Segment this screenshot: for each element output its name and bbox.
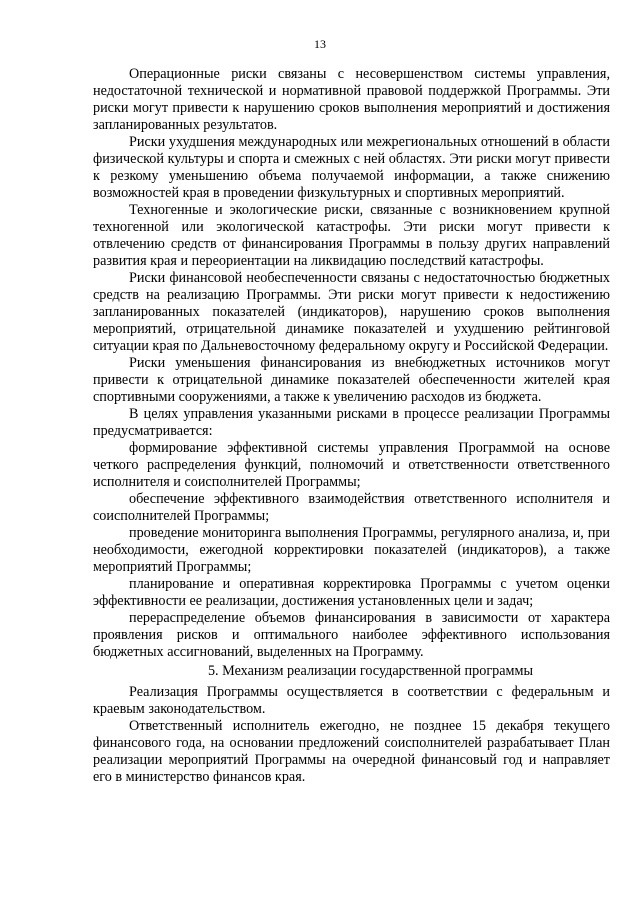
list-item: перераспределение объемов финансирования в зависимости от характера проявления рисков и оптимального наиболее эффективного использования бюджетных ассигнований, выделенных на Программу.: [93, 610, 610, 660]
list-item: обеспечение эффективного взаимодействия ответственного исполнителя и соисполнителей Программы;: [93, 491, 610, 524]
list-item: формирование эффективной системы управления Программой на основе четкого распределения функций, полномочий и ответственности ответственного исполнителя и соисполнителей Программы;: [93, 440, 610, 490]
paragraph: Ответственный исполнитель ежегодно, не позднее 15 декабря текущего финансового года, на основании предложений соисполнителей разрабатывает План реализации мероприятий Программы на очередной финансовый год и направляет его в министерство финансов края.: [93, 718, 610, 785]
paragraph: В целях управления указанными рисками в процессе реализации Программы предусматривается:: [93, 406, 610, 439]
document-body: [93, 66, 610, 786]
page-number: 13: [314, 37, 326, 51]
paragraph: Риски уменьшения финансирования из внебюджетных источников могут привести к отрицательной динамике показателей обеспеченности жителей края спортивными сооружениями, а также к увеличению расходов из бюджета.: [93, 355, 610, 405]
paragraph: Операционные риски связаны с несовершенством системы управления, недостаточной технической и нормативной правовой поддержкой Программы. Эти риски могут привести к нарушению сроков выполнения мероприятий и достижения запланированных результатов.: [93, 66, 610, 133]
section-heading: 5. Механизм реализации государственной программы: [207, 663, 534, 679]
paragraph: Риски финансовой необеспеченности связаны с недостаточностью бюджетных средств на реализацию Программы. Эти риски могут привести к недостижению запланированных показателей (индикаторов), нарушению сроков выполнения мероприятий, отрицательной динамике показателей и ухудшению рейтинговой ситуации края по Дальневосточному федеральному округу и Российской Федерации.: [93, 270, 610, 354]
paragraph: Техногенные и экологические риски, связанные с возникновением крупной техногенной или экологической катастрофы. Эти риски могут привести к отвлечению средств от финансирования Программы в пользу других направлений развития края и переориентации на ликвидацию последствий катастрофы.: [93, 202, 610, 269]
paragraph: Реализация Программы осуществляется в соответствии с федеральным и краевым законодательством.: [93, 684, 610, 717]
list-item: планирование и оперативная корректировка Программы с учетом оценки эффективности ее реализации, достижения установленных цели и задач;: [93, 576, 610, 609]
list-item: проведение мониторинга выполнения Программы, регулярного анализа, и, при необходимости, ежегодной корректировки показателей (индикаторов), а также мероприятий Программы;: [93, 525, 610, 575]
paragraph: Риски ухудшения международных или межрегиональных отношений в области физической культуры и спорта и смежных с ней областях. Эти риски могут привести к резкому уменьшению объема получаемой информации, а также снижению возможностей края в проведении физкультурных и спортивных мероприятий.: [93, 134, 610, 201]
